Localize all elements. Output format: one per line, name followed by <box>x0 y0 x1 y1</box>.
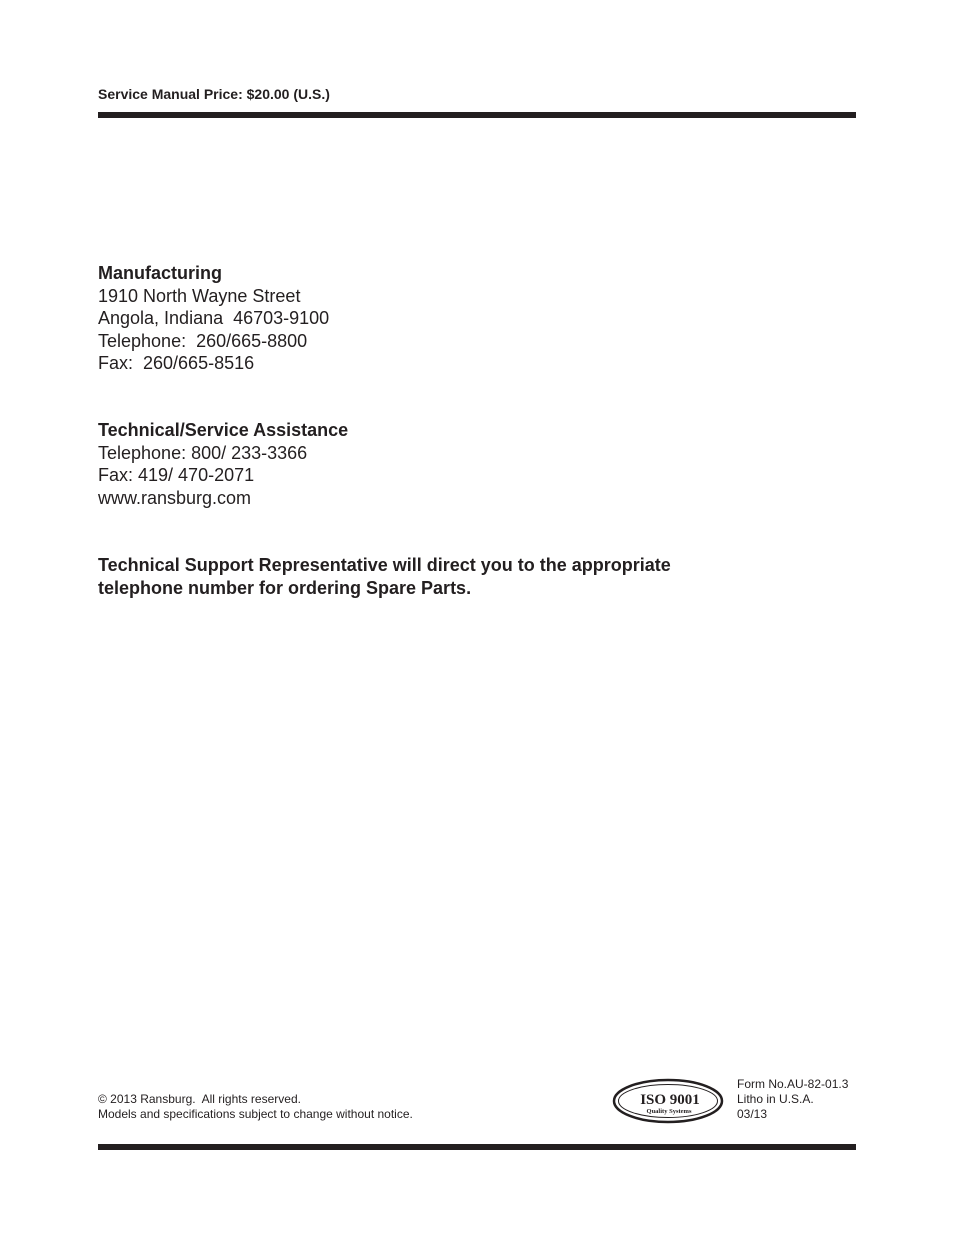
manufacturing-street: 1910 North Wayne Street <box>98 285 301 306</box>
form-info <box>737 1077 848 1122</box>
manufacturing-fax: Fax: 260/665-8516 <box>98 353 255 373</box>
copyright-block <box>98 1092 413 1122</box>
technical-heading: Technical/Service Assistance <box>98 420 349 440</box>
technical-telephone: Telephone: 800/ 233-3366 <box>98 442 308 463</box>
manufacturing-heading: Manufacturing <box>98 263 222 283</box>
disclaimer-text: Models and specifications subject to change without notice. <box>98 1107 413 1121</box>
technical-assistance-section <box>98 419 348 509</box>
technical-fax: Fax: 419/ 470-2071 <box>98 465 255 485</box>
iso-logo-title: ISO 9001 <box>640 1092 700 1108</box>
iso-logo-subtitle: Quality Systems <box>646 1108 692 1115</box>
bottom-rule <box>98 1144 856 1150</box>
manufacturing-city: Angola, Indiana 46703-9100 <box>98 308 330 328</box>
note-line-2: telephone number for ordering Spare Parts. <box>98 577 472 598</box>
service-manual-price: Service Manual Price: $20.00 (U.S.) <box>98 86 330 102</box>
copyright-text: © 2013 Ransburg. All rights reserved. <box>98 1092 301 1106</box>
manufacturing-telephone: Telephone: 260/665-8800 <box>98 330 308 351</box>
iso-9001-logo <box>612 1078 724 1124</box>
spare-parts-note <box>98 554 738 599</box>
manufacturing-section <box>98 262 329 375</box>
form-number: Form No.AU-82-01.3 <box>737 1077 849 1091</box>
form-date: 03/13 <box>737 1107 768 1121</box>
litho-text: Litho in U.S.A. <box>737 1092 814 1106</box>
website-link[interactable]: www.ransburg.com <box>98 487 252 508</box>
top-rule <box>98 112 856 118</box>
note-line-1: Technical Support Representative will direct you to the appropriate <box>98 555 671 575</box>
